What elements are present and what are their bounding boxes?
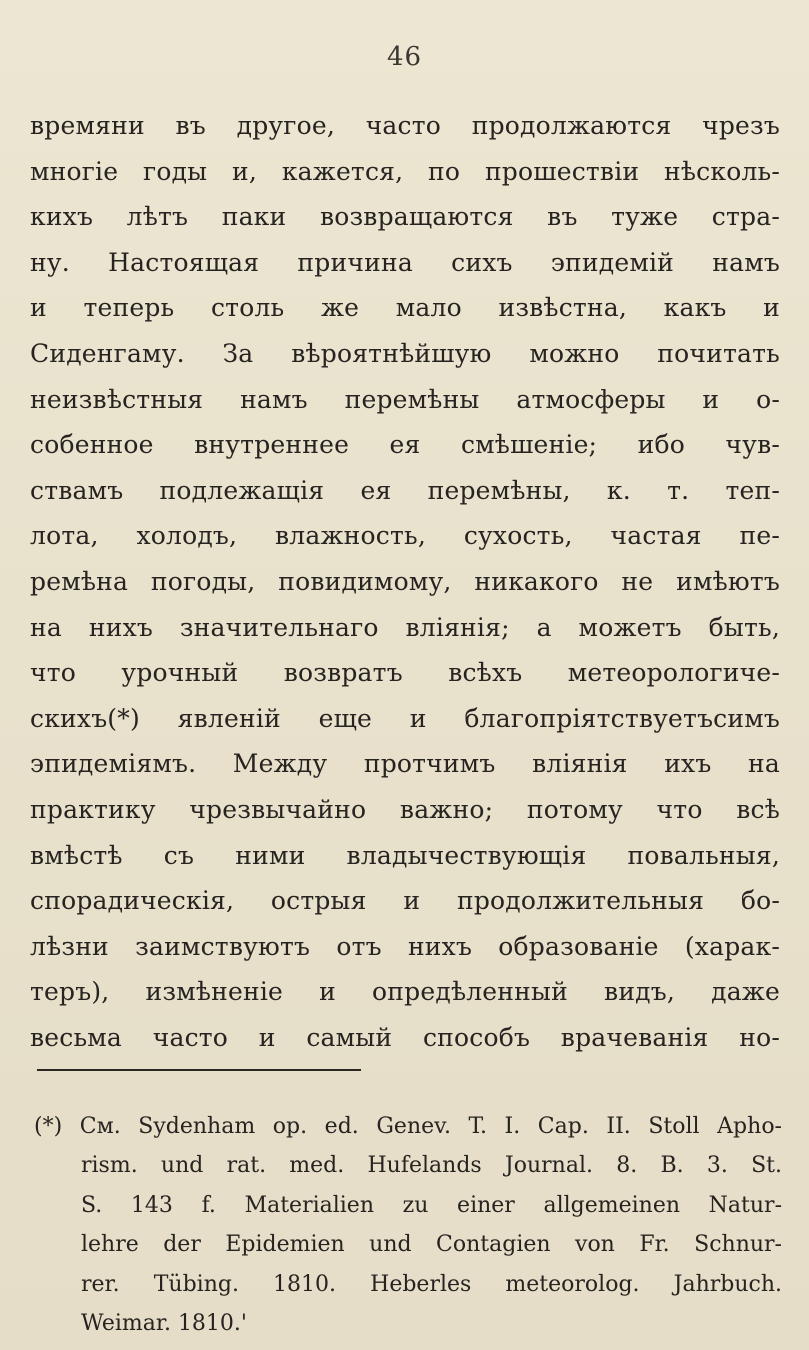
text-line: ну. Настоящая причина сихъ эпидемій намъ — [30, 247, 780, 277]
footnote — [34, 1107, 782, 1343]
text-line: теръ), измѣненіе и опредѣленный видъ, даже — [30, 977, 780, 1007]
text-line: ремѣна погоды, повидимому, никакого не имѣютъ — [30, 566, 780, 596]
text-line: Сиденгаму. За вѣроятнѣйшую можно почитать — [30, 338, 780, 368]
footnote-line: rism. und rat. med. Hufelands Journal. 8. B. 3. St. — [81, 1153, 782, 1179]
text-line: собенное внутреннее ея смѣшеніе; ибо чув- — [30, 430, 780, 460]
main-text — [30, 103, 780, 1060]
text-line: на нихъ значительнаго вліянія; а можетъ быть, — [30, 612, 780, 642]
text-line: весьма часто и самый способъ врачеванія но- — [30, 1022, 780, 1052]
text-line: времяни въ другое, часто продолжаются чрезъ — [30, 111, 780, 140]
footnote-line: rer. Tübing. 1810. Heberles meteorolog. Jahrbuch. — [81, 1271, 782, 1297]
text-line: лота, холодъ, влажность, сухость, частая пе- — [30, 521, 780, 551]
text-line: и теперь столь же мало извѣстна, какъ и — [30, 293, 780, 323]
text-line: неизвѣстныя намъ перемѣны атмосферы и о- — [30, 384, 780, 414]
page-number: 46 — [386, 42, 423, 72]
text-line: практику чрезвычайно важно; потому что всѣ — [30, 794, 780, 824]
footnote-line: lehre der Epidemien und Contagien von Fr. Schnur- — [81, 1232, 782, 1258]
text-line: эпидеміямъ. Между протчимъ вліянія ихъ на — [30, 749, 780, 779]
footnote-separator — [37, 1069, 361, 1071]
text-line: спорадическія, острыя и продолжительныя бо- — [30, 886, 780, 916]
footnote-line: S. 143 f. Materialien zu einer allgemeinen Natur- — [81, 1192, 782, 1218]
text-line: кихъ лѣтъ паки возвращаются въ туже стра- — [30, 202, 780, 232]
text-line: ствамъ подлежащія ея перемѣны, к. т. теп- — [30, 475, 780, 505]
footnote-line: (*) См. Sydenham op. ed. Genev. T. I. Cap. II. Stoll Apho- — [34, 1114, 782, 1139]
text-line: вмѣстѣ съ ними владычествующія повальныя, — [30, 840, 780, 870]
text-line: лѣзни заимствуютъ отъ нихъ образованіе (харак- — [30, 931, 780, 961]
footnote-line: Weimar. 1810.' — [81, 1310, 247, 1336]
text-line: что урочный возвратъ всѣхъ метеорологиче- — [30, 658, 780, 688]
text-line: многіе годы и, кажется, по прошествіи нѣсколь- — [30, 156, 780, 186]
text-line: скихъ(*) явленій еще и благопріятствуетъсимъ — [30, 703, 780, 733]
